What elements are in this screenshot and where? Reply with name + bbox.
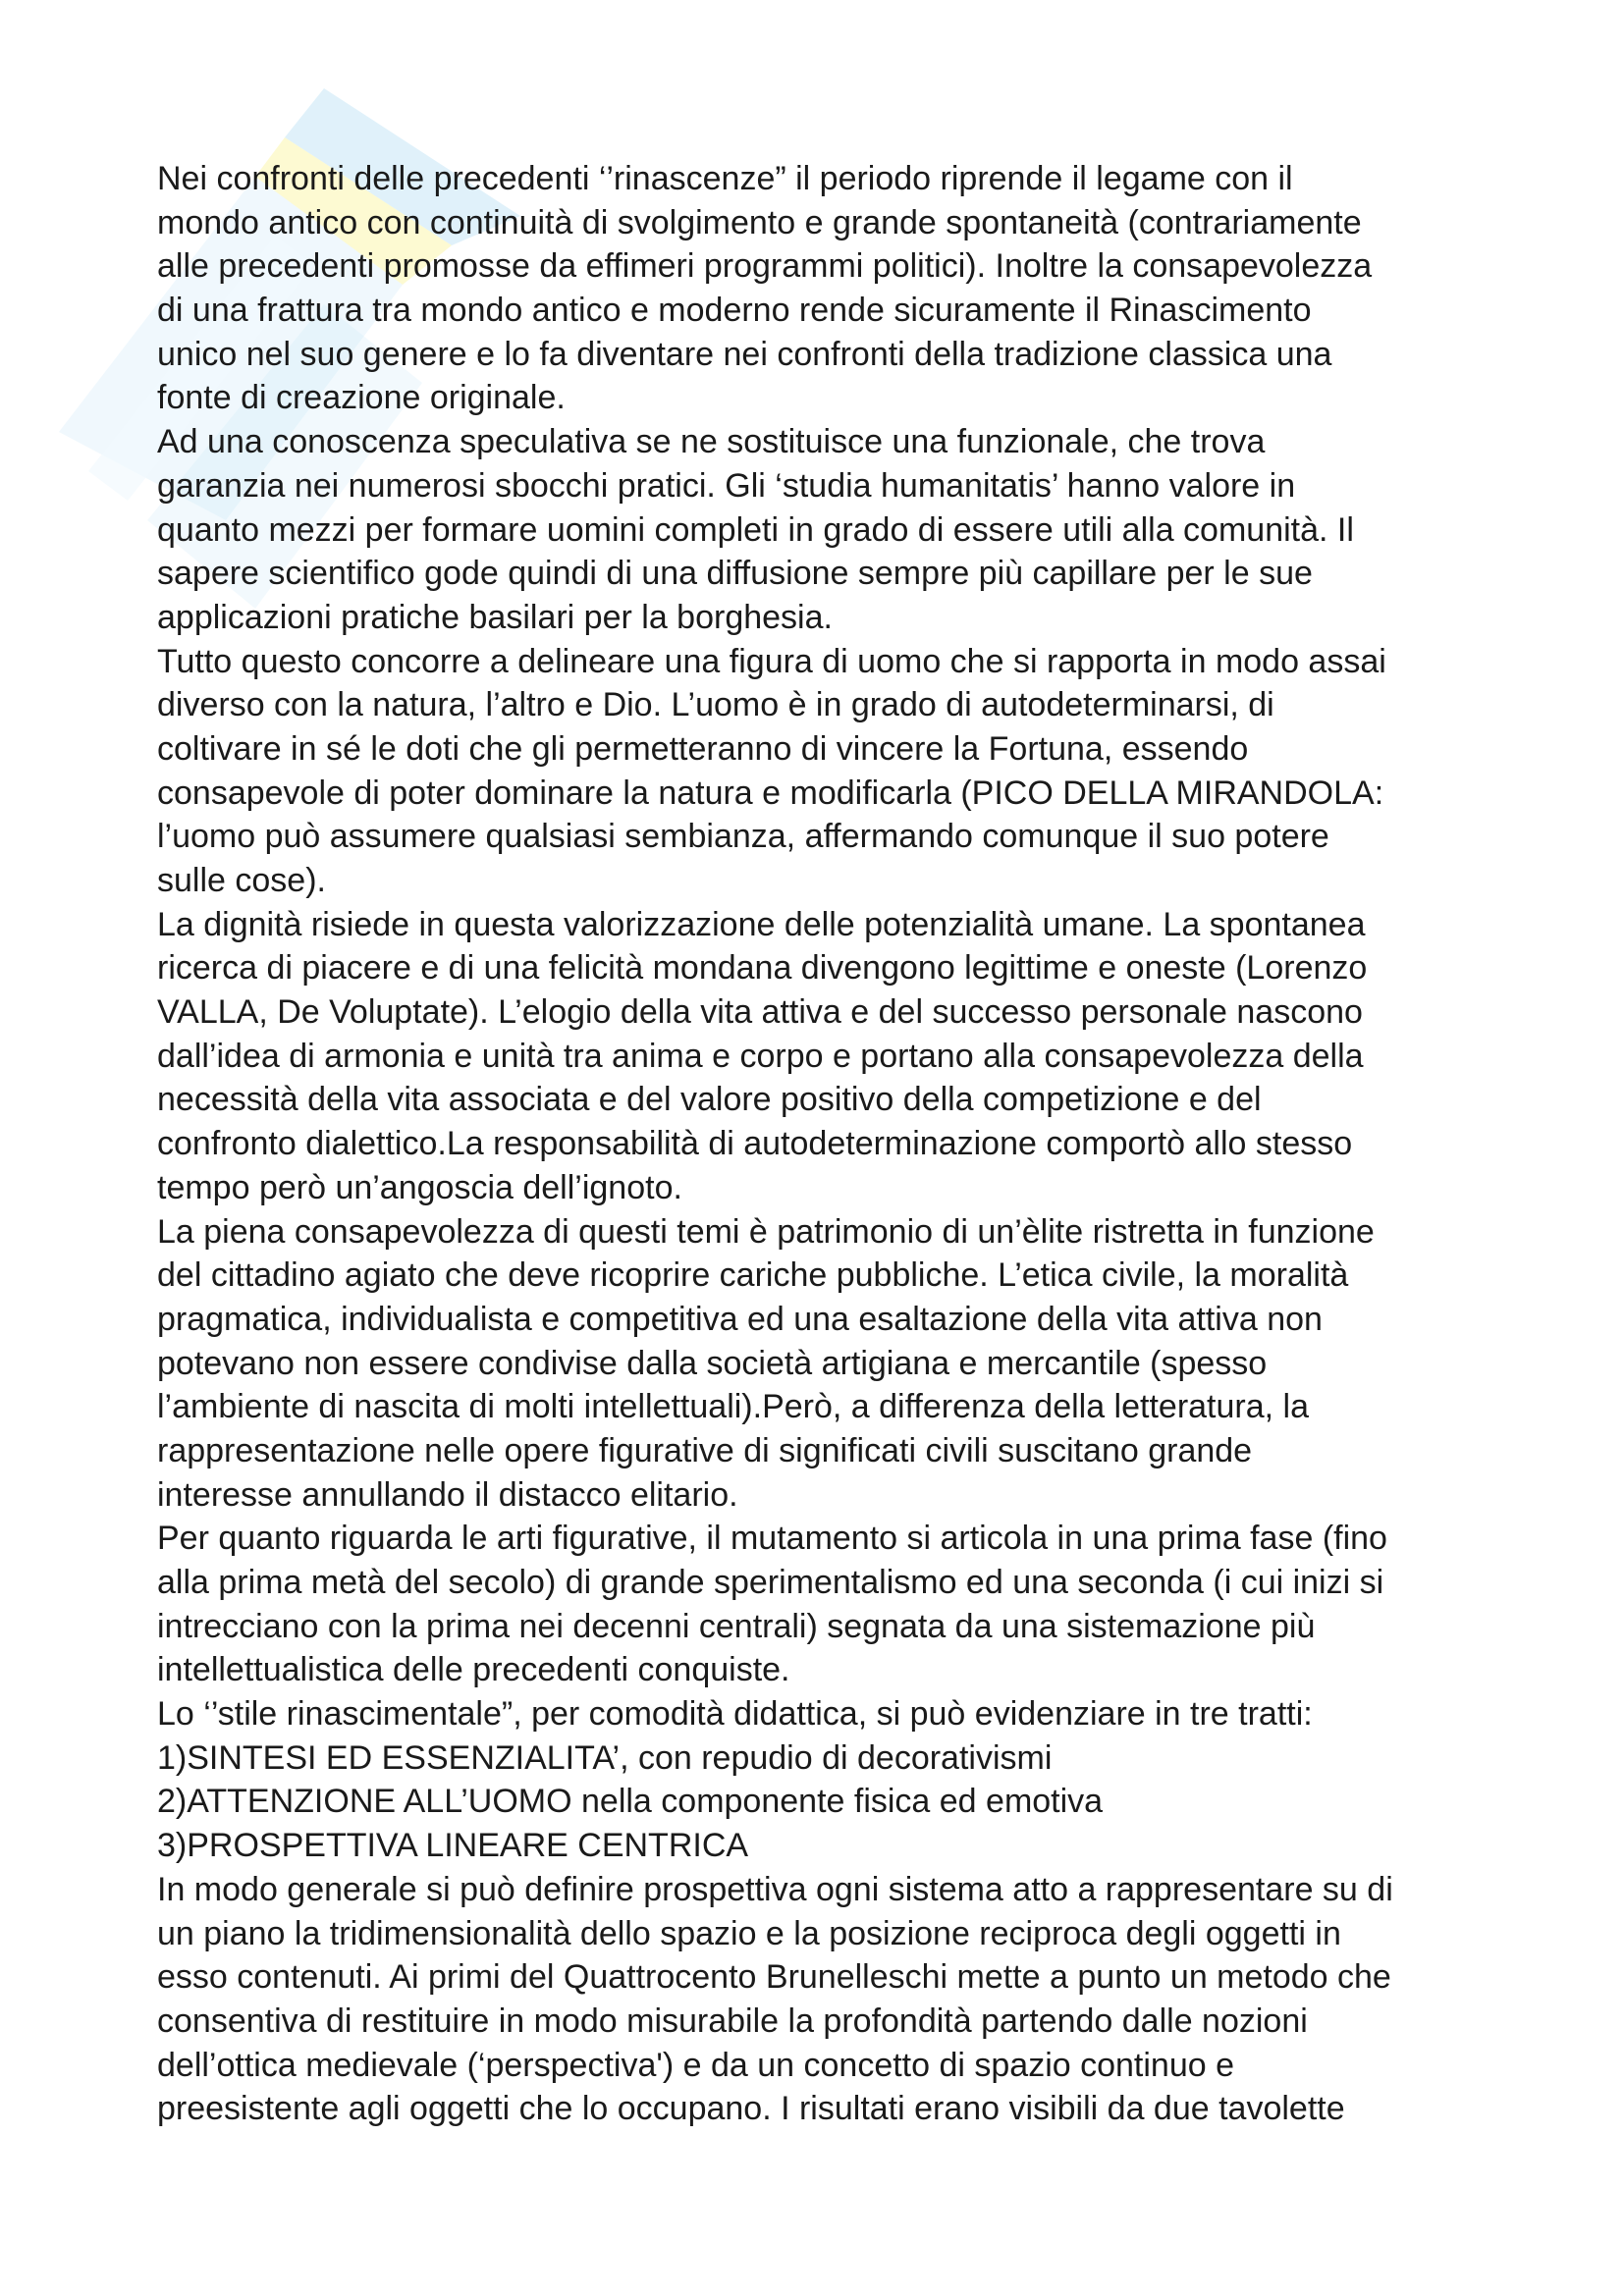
text-line: Tutto questo concorre a delineare una figura di uomo che si rapporta in modo assai	[157, 642, 1386, 680]
text-line: garanzia nei numerosi sbocchi pratici. Gli ‘studia humanitatis’ hanno valore in	[157, 466, 1296, 505]
text-line: consapevole di poter dominare la natura e modificarla (PICO DELLA MIRANDOLA:	[157, 774, 1384, 812]
text-line: sapere scientifico gode quindi di una diffusione sempre più capillare per le sue	[157, 555, 1313, 593]
text-line: dall’idea di armonia e unità tra anima e corpo e portano alla consapevolezza della	[157, 1037, 1364, 1075]
text-line: 1)SINTESI ED ESSENZIALITA’, con repudio di decorativismi	[157, 1738, 1053, 1777]
text-line: pragmatica, individualista e competitiva ed una esaltazione della vita attiva non	[157, 1300, 1323, 1338]
text-line: interesse annullando il distacco elitario.	[157, 1475, 738, 1514]
text-line: Lo ‘’stile rinascimentale”, per comodità didattica, si può evidenziare in tre tratti:	[157, 1695, 1313, 1734]
text-line: tempo però un’angoscia dell’ignoto.	[157, 1168, 682, 1206]
text-line: l’ambiente di nascita di molti intellettuali).Però, a differenza della letteratura, la	[157, 1388, 1309, 1426]
text-line: sulle cose).	[157, 862, 326, 899]
text-line: In modo generale si può definire prospettiva ogni sistema atto a rappresentare su di	[157, 1870, 1393, 1908]
text-line: unico nel suo genere e lo fa diventare nei confronti della tradizione classica una	[157, 335, 1332, 373]
text-line: intrecciano con la prima nei decenni centrali) segnata da una sistemazione più	[157, 1607, 1316, 1645]
text-line: Nei confronti delle precedenti ‘’rinascenze” il periodo riprende il legame con il	[157, 160, 1293, 197]
text-line: applicazioni pratiche basilari per la borghesia.	[157, 598, 833, 636]
text-line: Per quanto riguarda le arti figurative, il mutamento si articola in una prima fase (fino	[157, 1520, 1387, 1558]
text-line: preesistente agli oggetti che lo occupano. I risultati erano visibili da due tavolette	[157, 2090, 1345, 2128]
text-line: La piena consapevolezza di questi temi è patrimonio di un’èlite ristretta in funzione	[157, 1212, 1375, 1251]
text-line: 2)ATTENZIONE ALL’UOMO nella componente fisica ed emotiva	[157, 1783, 1104, 1821]
text-line: l’uomo può assumere qualsiasi sembianza, affermando comunque il suo potere	[157, 818, 1329, 856]
text-line: mondo antico con continuità di svolgimento e grande spontaneità (contrariamente	[157, 203, 1362, 241]
text-line: VALLA, De Voluptate). L’elogio della vita attiva e del successo personale nascono	[157, 993, 1363, 1032]
text-line: fonte di creazione originale.	[157, 379, 566, 417]
text-line: quanto mezzi per formare uomini completi in grado di essere utili alla comunità. Il	[157, 510, 1354, 549]
text-line: un piano la tridimensionalità dello spazio e la posizione reciproca degli oggetti in	[157, 1914, 1341, 1952]
text-line: diverso con la natura, l’altro e Dio. L’uomo è in grado di autodeterminarsi, di	[157, 686, 1274, 724]
text-line: consentiva di restituire in modo misurabile la profondità partendo dalle nozioni	[157, 2002, 1308, 2040]
text-line: alla prima metà del secolo) di grande sperimentalismo ed una seconda (i cui inizi si	[157, 1564, 1384, 1601]
text-line: intellettualistica delle precedenti conquiste.	[157, 1651, 790, 1689]
text-line: ricerca di piacere e di una felicità mondana divengono legittime e oneste (Lorenzo	[157, 949, 1368, 988]
text-line: confronto dialettico.La responsabilità di autodeterminazione comportò allo stesso	[157, 1125, 1353, 1163]
text-line: Ad una conoscenza speculativa se ne sostituisce una funzionale, che trova	[157, 423, 1266, 461]
text-line: del cittadino agiato che deve ricoprire cariche pubbliche. L’etica civile, la moralità	[157, 1256, 1349, 1295]
text-line: 3)PROSPETTIVA LINEARE CENTRICA	[157, 1827, 749, 1865]
text-line: necessità della vita associata e del valore positivo della competizione e del	[157, 1081, 1262, 1119]
text-line: coltivare in sé le doti che gli permetteranno di vincere la Fortuna, essendo	[157, 729, 1249, 768]
text-line: potevano non essere condivise dalla società artigiana e mercantile (spesso	[157, 1344, 1268, 1382]
text-line: esso contenuti. Ai primi del Quattrocento Brunelleschi mette a punto un metodo che	[157, 1958, 1391, 1997]
text-line: dell’ottica medievale (‘perspectiva') e da un concetto di spazio continuo e	[157, 2046, 1235, 2084]
document-body	[157, 157, 1532, 2131]
text-line: La dignità risiede in questa valorizzazione delle potenzialità umane. La spontanea	[157, 905, 1366, 943]
text-line: rappresentazione nelle opere figurative di significati civili suscitano grande	[157, 1431, 1253, 1469]
text-line: alle precedenti promosse da effimeri programmi politici). Inoltre la consapevolezza	[157, 247, 1373, 286]
text-line: di una frattura tra mondo antico e moderno rende sicuramente il Rinascimento	[157, 292, 1312, 330]
